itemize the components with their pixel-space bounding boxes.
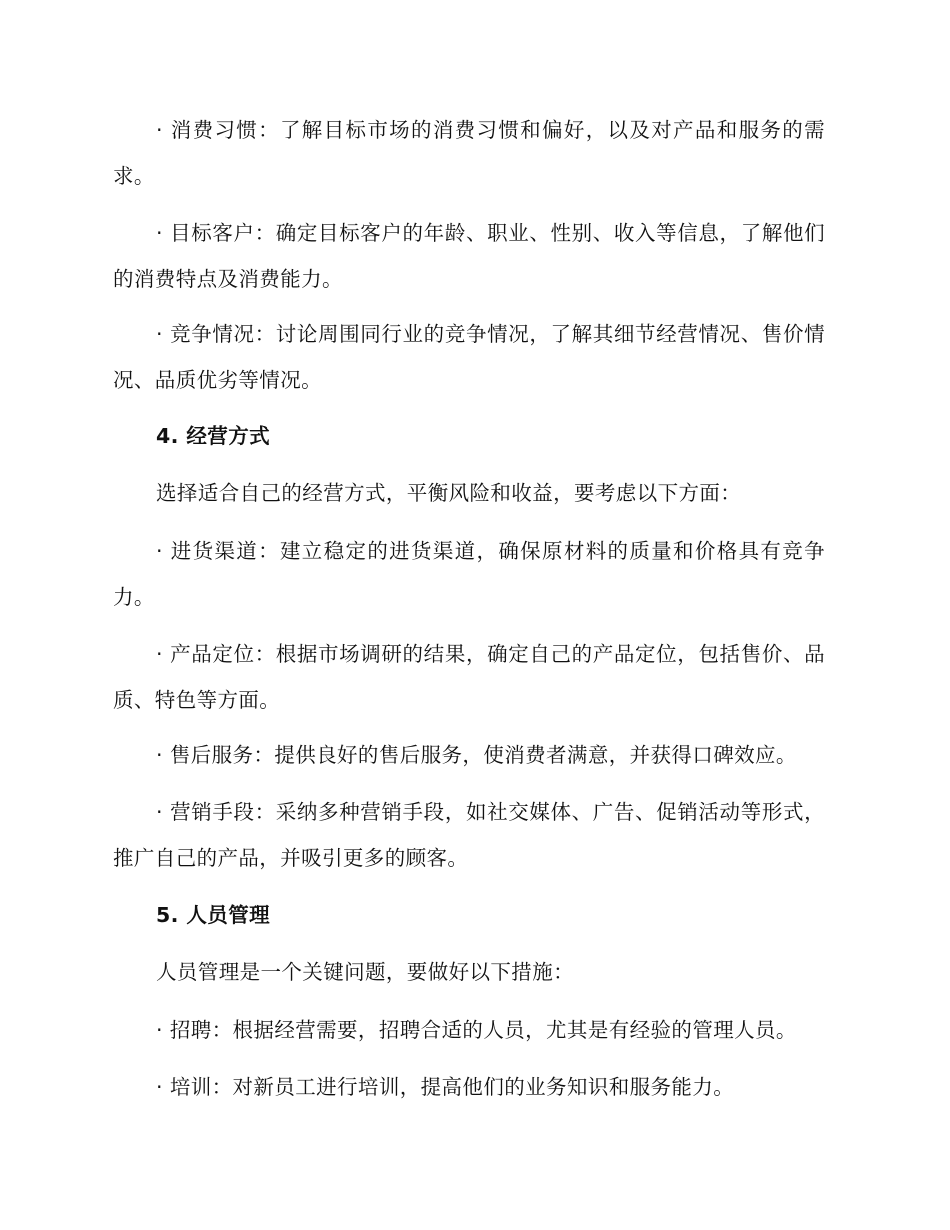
bullet-recruitment: · 招聘：根据经营需要，招聘合适的人员，尤其是有经验的管理人员。 (156, 1018, 797, 1042)
section-heading-operation-mode: 4. 经营方式 (156, 424, 270, 448)
section-heading-staff-management: 5. 人员管理 (156, 903, 270, 927)
bullet-purchase-channel: · 进货渠道：建立稳定的进货渠道，确保原材料的质量和价格具有竞争力。 (113, 539, 825, 609)
bullet-consumption-habits: · 消费习惯：了解目标市场的消费习惯和偏好，以及对产品和服务的需求。 (113, 118, 825, 188)
bullet-marketing: · 营销手段：采纳多种营销手段，如社交媒体、广告、促销活动等形式，推广自己的产品，并吸引更多的顾客。 (113, 800, 825, 870)
operation-mode-intro: 选择适合自己的经营方式，平衡风险和收益，要考虑以下方面： (156, 481, 742, 505)
bullet-competition: · 竞争情况：讨论周围同行业的竞争情况，了解其细节经营情况、售价情况、品质优劣等情况。 (113, 322, 825, 392)
bullet-product-positioning: · 产品定位：根据市场调研的结果，确定自己的产品定位，包括售价、品质、特色等方面。 (113, 642, 825, 712)
bullet-training: · 培训：对新员工进行培训，提高他们的业务知识和服务能力。 (156, 1075, 735, 1099)
staff-management-intro: 人员管理是一个关键问题，要做好以下措施： (156, 960, 574, 984)
bullet-target-customers: · 目标客户：确定目标客户的年龄、职业、性别、收入等信息，了解他们的消费特点及消费能力。 (113, 221, 825, 291)
bullet-after-sales: · 售后服务：提供良好的售后服务，使消费者满意，并获得口碑效应。 (156, 743, 797, 767)
